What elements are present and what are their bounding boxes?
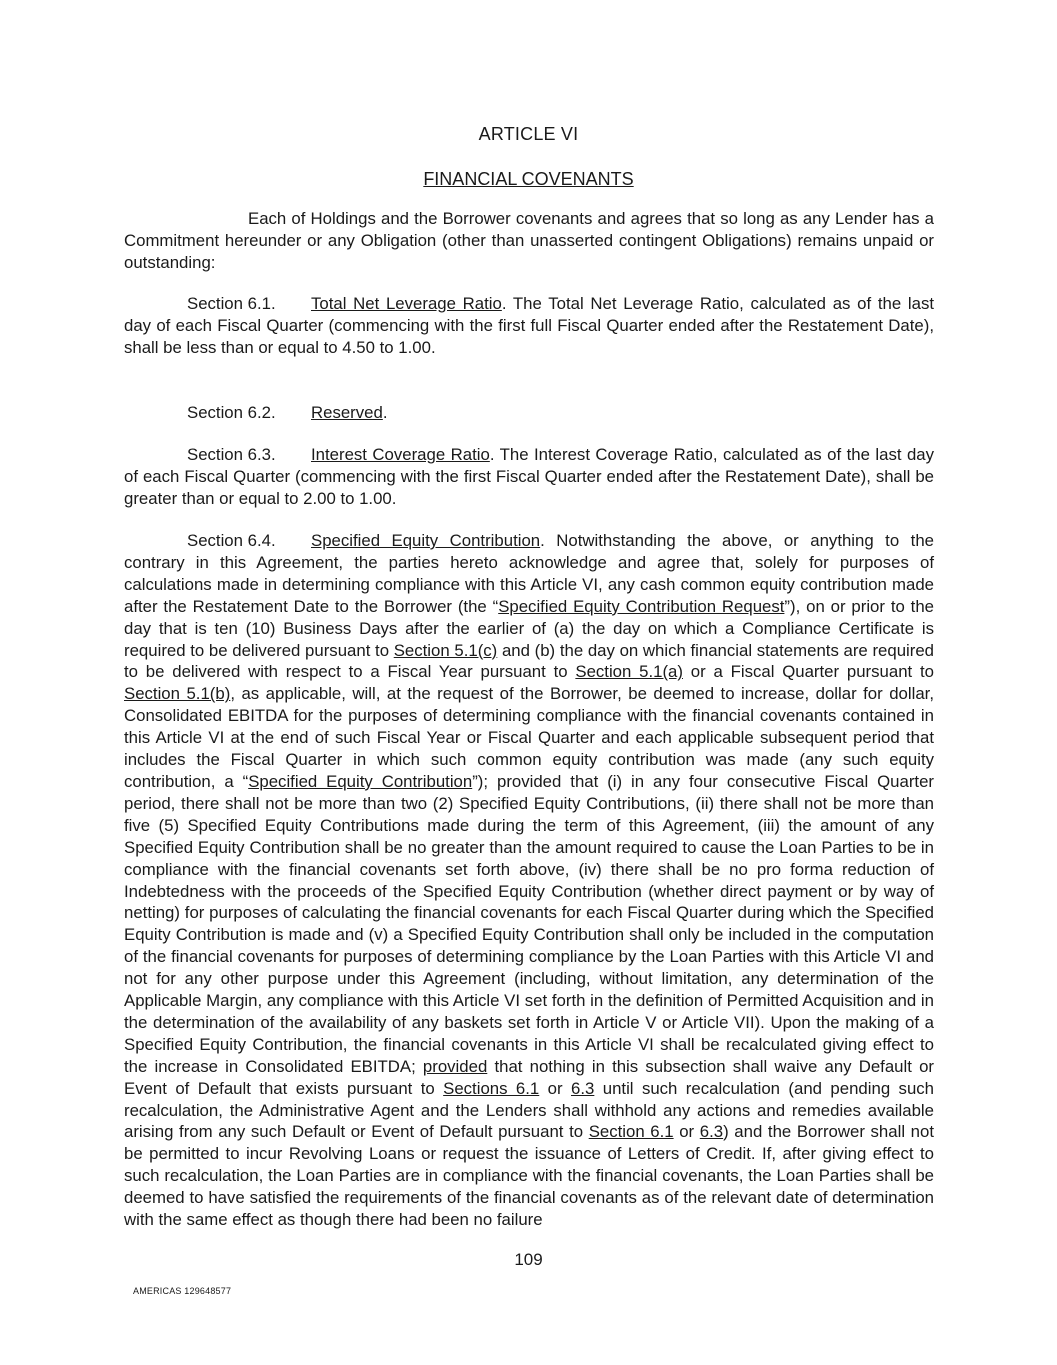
section-text: ”), on or prior to the day that is ten (10) Business Days after the earlier of (a) the day on which a Compliance Certificate is required to be delivered pursuant to [124, 596, 934, 660]
section-reference: Section 5.1(c) [393, 640, 498, 660]
intro-paragraph: Each of Holdings and the Borrower covenants and agrees that so long as any Lender has a Commitment hereunder or any Obligation (other than unasserted contingent Obligations) remains unpaid or outstanding: [124, 209, 934, 272]
section-text: ) and the Borrower shall not be permitted to incur Revolving Loans or request the issuance of Letters of Credit. If, after giving effect to such recalculation, the Loan Parties are in compliance with the financial covenants, the Loan Parties shall be deemed to have satisfied the requirements of the financial covenants as of the relevant date of determination with the same effect as though there had been no failure [124, 1122, 934, 1230]
defined-term: Specified Equity Contribution Request [498, 596, 785, 616]
section-text: and (b) the day on which financial statements are required to be delivered with respect to a Fiscal Year pursuant to [124, 640, 935, 682]
section-6-1 [124, 293, 934, 359]
section-text: or [539, 1078, 571, 1098]
section-number: Section 6.2. [187, 403, 276, 422]
section-title: Specified Equity Contribution [311, 531, 541, 550]
section-text: . Notwithstanding the above, or anything to the contrary in this Agreement, the parties hereto acknowledge and agree that, solely for purposes of calculations made in determining compliance with this Article VI, any cash common equity contribution made after the Restatement Date to the Borrower (the “ [124, 531, 934, 616]
section-reference: 6.3 [571, 1078, 595, 1098]
section-text: . The Total Net Leverage Ratio, calculated as of the last day of each Fiscal Quarter (commencing with the first full Fiscal Quarter ended after the Restatement Date), shall be less than or equal to 4.50 to 1.00. [124, 294, 934, 357]
section-6-2 [124, 402, 934, 424]
article-heading: ARTICLE VI [478, 124, 579, 144]
section-title: Reserved [311, 403, 383, 422]
section-text: . [382, 403, 388, 422]
defined-term: provided [422, 1056, 488, 1076]
section-6-3 [124, 444, 934, 510]
section-text: ”); provided that (i) in any four consecutive Fiscal Quarter period, there shall not be more than two (2) Specified Equity Contributions, (ii) there shall not be more than five (5) Specified Equity Contributions made during the term of this Agreement, (iii) the amount of any Specified Equity Contribution shall be no greater than the amount required to cause the Loan Parties to be in compliance with the financial covenants set forth above, (iv) there shall be no pro forma reduction of Indebtedness with the proceeds of the Specified Equity Contribution (whether direct payment or by way of netting) for purposes of calculating the financial covenants for each Fiscal Quarter during which the Specified Equity Contribution is made and (v) a Specified Equity Contribution shall only be included in the computation of the financial covenants for purposes of determining compliance by the Loan Parties with this Article VI and not for any other purpose under this Agreement (including, without limitation, any determination of the Applicable Margin, any compliance with this Article VI set forth in the definition of Permitted Acquisition and in the determination of the availability of any baskets set forth in Article V or Article VII). Upon the making of a Specified Equity Contribution, the financial covenants in this Article VI shall be recalculated giving effect to the increase in Consolidated EBITDA; [124, 771, 934, 1076]
section-reference: 6.3 [699, 1122, 724, 1142]
section-number: Section 6.4. [187, 531, 276, 550]
section-title: Interest Coverage Ratio [311, 445, 490, 464]
defined-term: Specified Equity Contribution [248, 771, 473, 791]
section-text: or a Fiscal Quarter pursuant to [682, 662, 934, 682]
section-reference: Section 5.1(b) [124, 684, 231, 704]
section-6-4 [124, 530, 934, 1231]
section-text: or [673, 1122, 700, 1142]
document-id: AMERICAS 129648577 [133, 1286, 232, 1296]
section-number: Section 6.3. [187, 445, 276, 464]
section-reference: Sections 6.1 [443, 1078, 540, 1098]
section-number: Section 6.1. [187, 294, 276, 313]
article-subheading [0, 169, 1057, 190]
section-reference: Section 5.1(a) [575, 662, 683, 682]
section-text: . The Interest Coverage Ratio, calculated as of the last day of each Fiscal Quarter (commencing with the first Fiscal Quarter ended after the Restatement Date), shall be greater than or equal to 2.00 to 1.00. [124, 445, 935, 508]
section-text: until such recalculation (and pending such recalculation, the Administrative Agent and the Lenders shall withhold any actions and remedies available arising from any such Default or Event of Default pursuant to [124, 1078, 935, 1142]
section-text: that nothing in this subsection shall waive any Default or Event of Default that exists pursuant to [124, 1056, 934, 1098]
article-subheading-text: FINANCIAL COVENANTS [423, 169, 634, 189]
section-title: Total Net Leverage Ratio [311, 294, 502, 313]
page-number: 109 [514, 1250, 543, 1269]
section-text: , as applicable, will, at the request of the Borrower, be deemed to increase, dollar for dollar, Consolidated EBITDA for the purposes of determining compliance with the financial covenants contained in this Article VI at the end of such Fiscal Year or Fiscal Quarter and each applicable subsequent period that includes the Fiscal Quarter in which such common equity contribution was made (any such equity contribution, a “ [124, 684, 934, 791]
section-reference: Section 6.1 [588, 1122, 674, 1142]
